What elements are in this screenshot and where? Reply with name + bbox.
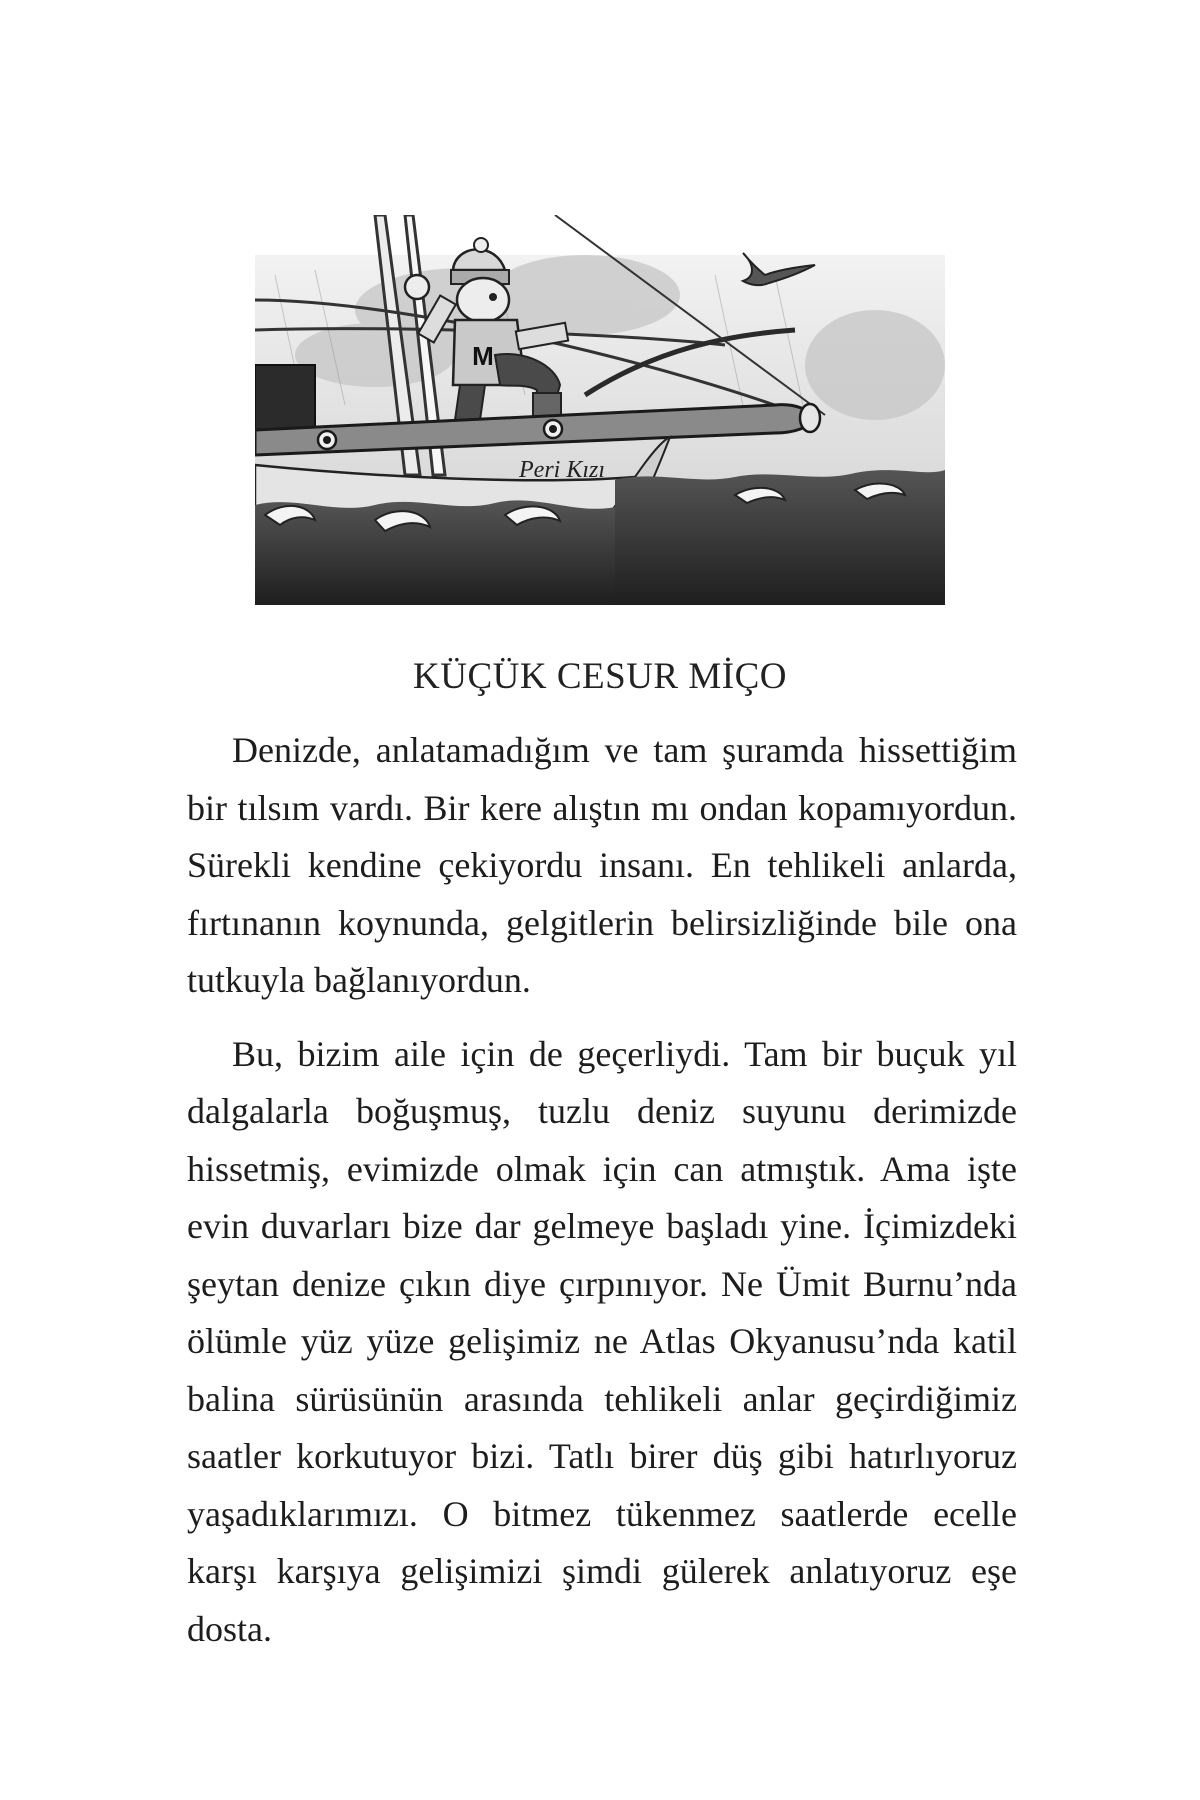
body-text — [187, 722, 1017, 1674]
paragraph-1: Denizde, anlatamadığım ve tam şuramda hissettiğim bir tılsım vardı. Bir kere alıştın mı ondan kopamıyordun. Sürekli kendine çekiyordu insanı. En tehlikeli anlarda, fırtınanın koynunda, gelgitlerin belirsizliğinde bile ona tutkuyla bağlanıyordun. — [187, 730, 1017, 1000]
shirt-letter: M — [472, 341, 494, 371]
chapter-title: KÜÇÜK CESUR MİÇO — [413, 656, 787, 697]
artist-signature: Peri Kızı — [519, 457, 606, 483]
paragraph-2: Bu, bizim aile için de geçerliydi. Tam bir buçuk yıl dalgalarla boğuşmuş, tuzlu deniz suyunu derimizde hissetmiş, evimizde olmak için can atmıştık. Ama işte evin duvarları bize dar gelmeye başladı yine. İçimizdeki şeytan denize çıkın diye çırpınıyor. Ne Ümit Burnu’nda ölümle yüz yüze gelişimiz ne Atlas Okyanusu’nda katil balina sürüsünün arasında tehlikeli anlar geçirdiğimiz saatler korkutuyor bizi. Tatlı birer düş gibi hatırlıyoruz yaşadıklarımızı. O bitmez tükenmez saatlerde ecelle karşı karşıya gelişimizi şimdi gülerek anlatıyoruz eşe dosta. — [187, 1033, 1017, 1649]
sailing-boy-illustration — [255, 215, 945, 605]
illustration-canvas — [255, 215, 945, 605]
